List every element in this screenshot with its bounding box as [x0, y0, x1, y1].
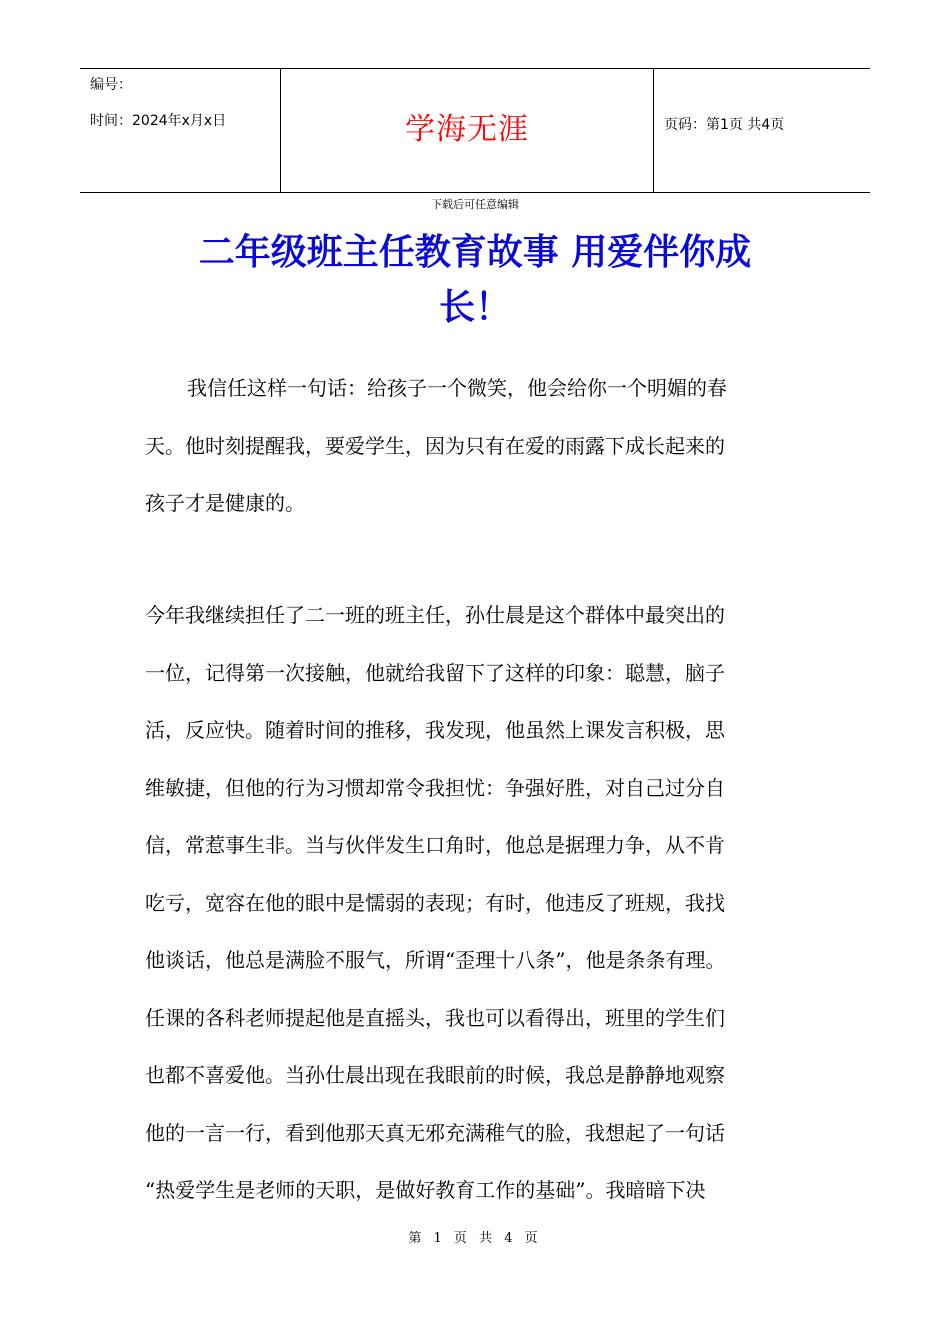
- brand-logo-text: 学海无涯: [405, 112, 529, 147]
- edit-note: 下载后可任意编辑: [431, 198, 519, 211]
- number-label: 编号：: [90, 77, 132, 93]
- document-header: [80, 68, 870, 193]
- page-info: 页码：第1页 共4页: [664, 117, 785, 133]
- text-line: 今年我继续担任了二一班的班主任，孙仕晨是这个群体中最突出的: [145, 603, 725, 627]
- page-footer: 第 1 页 共 4 页: [408, 1231, 542, 1246]
- header-middle-cell: [280, 69, 654, 192]
- document-title: [120, 225, 830, 335]
- title-line: 长！: [438, 287, 511, 328]
- text-line: 孩子才是健康的。: [145, 491, 305, 515]
- text-line: 任课的各科老师提起他是直摇头，我也可以看得出，班里的学生们: [145, 1005, 725, 1030]
- text-line: 信，常惹事生非。当与伙伴发生口角时，他总是据理力争，从不肯: [145, 833, 725, 857]
- text-line: 维敏捷，但他的行为习惯却常令我担忧：争强好胜，对自己过分自: [145, 775, 725, 800]
- text-line: 他的一言一行，看到他那天真无邪充满稚气的脸，我想起了一句话: [145, 1120, 725, 1145]
- text-line: 我信任这样一句话：给孩子一个微笑，他会给你一个明媚的春: [187, 376, 727, 400]
- time-label: 时间：2024年x月x日: [90, 113, 227, 129]
- text-line: 天。他时刻提醒我，要爱学生，因为只有在爱的雨露下成长起来的: [145, 433, 725, 458]
- header-left-cell: [80, 69, 280, 192]
- text-line: 他谈话，他总是满脸不服气，所谓“歪理十八条”，他是条条有理。: [145, 948, 726, 972]
- paragraph-2: [145, 587, 845, 1220]
- header-right-cell: [654, 69, 870, 192]
- text-line: 也都不喜爱他。当孙仕晨出现在我眼前的时候，我总是静静地观察: [145, 1063, 725, 1087]
- text-line: 一位，记得第一次接触，他就给我留下了这样的印象：聪慧，脑子: [145, 660, 725, 685]
- text-line: “热爱学生是老师的天职，是做好教育工作的基础”。我暗暗下决: [145, 1178, 706, 1202]
- paragraph-1: [145, 360, 845, 533]
- title-line: 二年级班主任教育故事 用爱伴你成: [198, 232, 752, 273]
- text-line: 吃亏，宽容在他的眼中是懦弱的表现；有时，他违反了班规，我找: [145, 890, 725, 915]
- text-line: 活，反应快。随着时间的推移，我发现，他虽然上课发言积极，思: [145, 718, 725, 742]
